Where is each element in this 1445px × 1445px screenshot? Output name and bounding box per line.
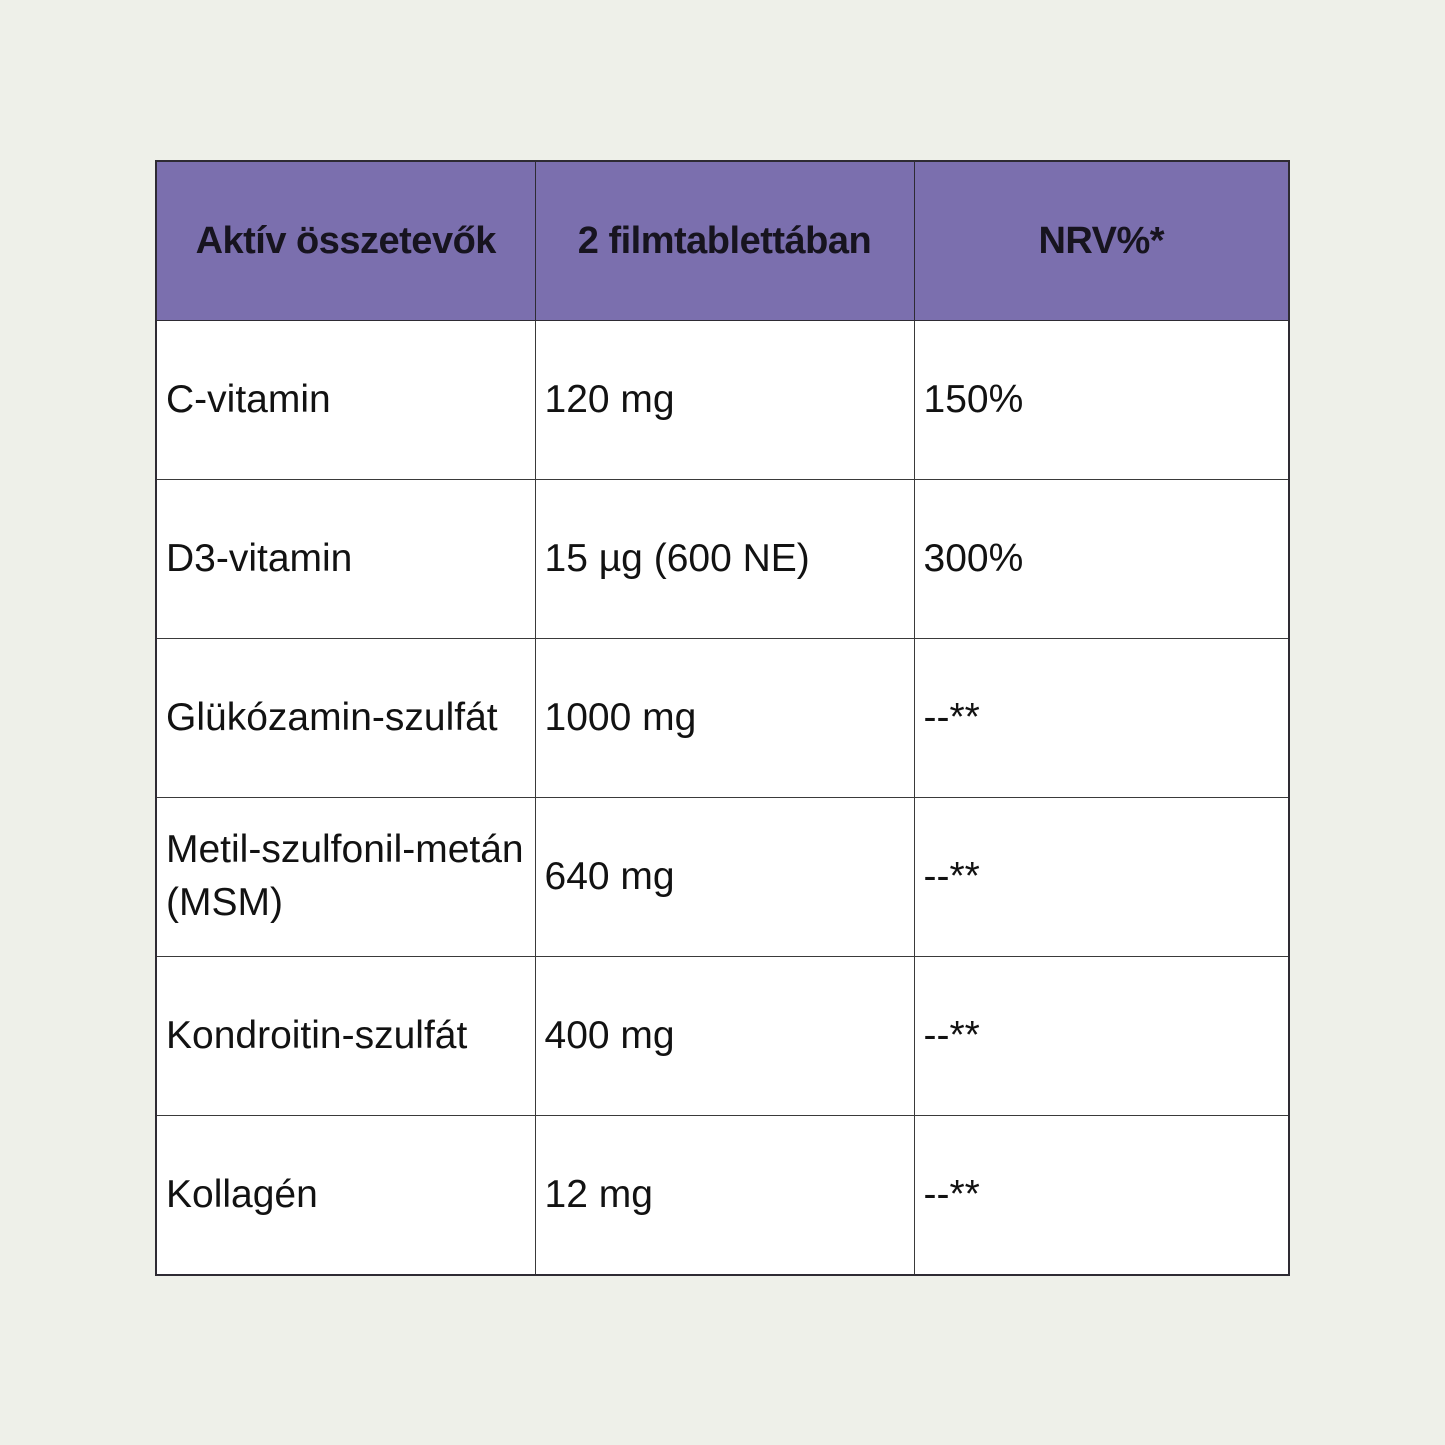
header-cell-per-two-tablets: 2 filmtablettában: [535, 161, 914, 321]
header-cell-active-ingredients: Aktív összetevők: [156, 161, 535, 321]
ingredient-cell: C-vitamin: [156, 321, 535, 480]
table-row: [156, 957, 1289, 1116]
ingredient-cell: Metil-szulfonil-metán (MSM): [156, 798, 535, 957]
nrv-cell: --**: [914, 1116, 1289, 1276]
nrv-cell: 150%: [914, 321, 1289, 480]
ingredient-cell: Kollagén: [156, 1116, 535, 1276]
amount-cell: 15 µg (600 NE): [535, 480, 914, 639]
nrv-cell: --**: [914, 798, 1289, 957]
amount-cell: 1000 mg: [535, 639, 914, 798]
nrv-cell: --**: [914, 957, 1289, 1116]
ingredient-cell: Glükózamin-szulfát: [156, 639, 535, 798]
ingredient-cell: Kondroitin-szulfát: [156, 957, 535, 1116]
table-row: [156, 798, 1289, 957]
nrv-cell: 300%: [914, 480, 1289, 639]
table-row: [156, 1116, 1289, 1276]
amount-cell: 120 mg: [535, 321, 914, 480]
amount-cell: 400 mg: [535, 957, 914, 1116]
nrv-cell: --**: [914, 639, 1289, 798]
table-row: [156, 639, 1289, 798]
amount-cell: 640 mg: [535, 798, 914, 957]
table-row: [156, 480, 1289, 639]
table-header-row: [156, 161, 1289, 321]
header-cell-nrv: NRV%*: [914, 161, 1289, 321]
amount-cell: 12 mg: [535, 1116, 914, 1276]
ingredient-cell: D3-vitamin: [156, 480, 535, 639]
table-row: [156, 321, 1289, 480]
ingredients-table: [155, 160, 1290, 1276]
